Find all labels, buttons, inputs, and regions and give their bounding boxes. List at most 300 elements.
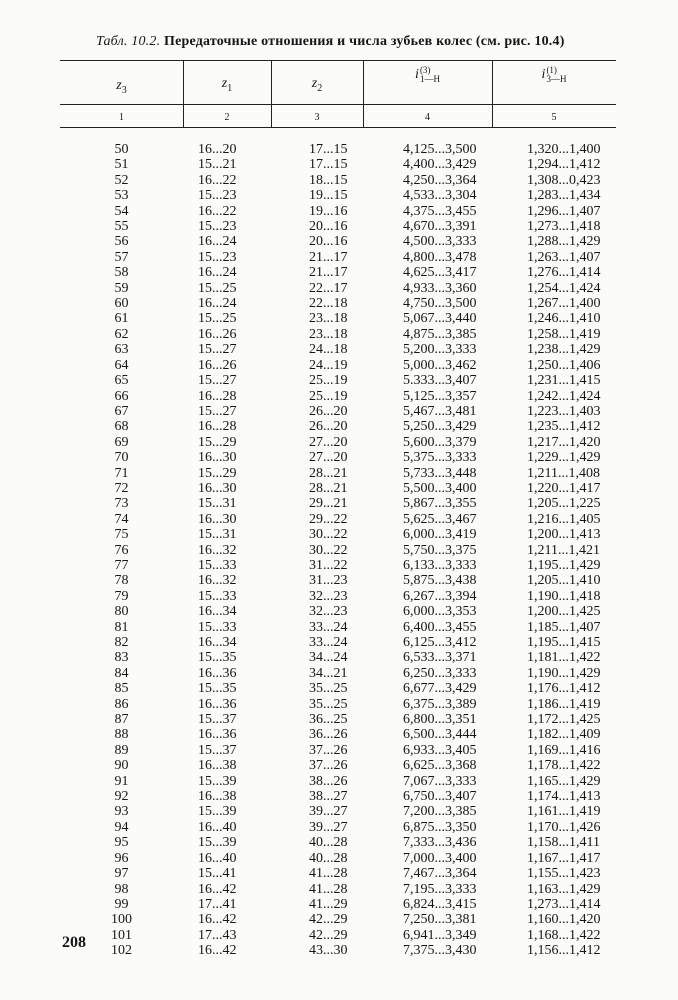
cell-z1: 15...31 xyxy=(198,527,237,543)
cell-z3: 59 xyxy=(114,280,129,296)
column-number: 4 xyxy=(425,112,430,123)
header-z1-symbol: z xyxy=(221,76,228,91)
cell-ratio-3h: 1,155...1,423 xyxy=(527,866,601,882)
cell-z3: 95 xyxy=(114,835,129,851)
cell-z1: 15...29 xyxy=(198,465,237,481)
table-row xyxy=(60,681,616,696)
cell-ratio-3h: 1,258...1,419 xyxy=(527,326,601,342)
table-row xyxy=(60,727,616,742)
cell-ratio-3h: 1,165...1,429 xyxy=(527,773,601,789)
cell-ratio-3h: 1,242...1,424 xyxy=(527,388,601,404)
cell-ratio-1h: 6,875...3,350 xyxy=(403,819,477,835)
table-row xyxy=(60,589,616,604)
cell-z2: 42...29 xyxy=(309,927,348,943)
header-z3-symbol: z xyxy=(116,78,122,93)
cell-z2: 33...24 xyxy=(309,619,348,635)
table-row xyxy=(60,358,616,373)
cell-ratio-3h: 1,200...1,425 xyxy=(527,604,601,620)
cell-z2: 28...21 xyxy=(309,480,348,496)
cell-z2: 41...28 xyxy=(309,881,348,897)
cell-z1: 16...36 xyxy=(198,696,237,712)
table-row xyxy=(60,604,616,619)
cell-ratio-1h: 6,000...3,419 xyxy=(403,527,477,543)
table-row xyxy=(60,389,616,404)
cell-ratio-1h: 6,500...3,444 xyxy=(403,727,477,743)
cell-z3: 66 xyxy=(114,388,129,404)
cell-z2: 21...17 xyxy=(309,249,348,265)
cell-ratio-3h: 1,283...1,434 xyxy=(527,188,601,204)
cell-ratio-3h: 1,296...1,407 xyxy=(527,203,601,219)
cell-z1: 15...23 xyxy=(198,188,237,204)
cell-ratio-3h: 1,246...1,410 xyxy=(527,311,601,327)
cell-ratio-1h: 7,195...3,333 xyxy=(403,881,477,897)
cell-z3: 86 xyxy=(114,696,129,712)
cell-z3: 58 xyxy=(114,265,129,281)
header-ratio-1h-superscript: (3) xyxy=(419,65,431,75)
cell-z3: 53 xyxy=(114,188,129,204)
header-z3 xyxy=(60,78,183,96)
cell-ratio-1h: 6,400...3,455 xyxy=(403,619,477,635)
column-number: 3 xyxy=(314,112,320,123)
cell-z3: 85 xyxy=(114,681,129,697)
header-z1-subscript: 1 xyxy=(227,82,233,94)
cell-z1: 15...33 xyxy=(198,588,237,604)
cell-z1: 15...27 xyxy=(198,403,237,419)
header-ratio-3h-subscript: 3—H xyxy=(546,74,567,84)
cell-ratio-3h: 1,220...1,417 xyxy=(527,480,601,496)
cell-z2: 19...15 xyxy=(309,188,348,204)
cell-z2: 17...15 xyxy=(309,142,348,157)
cell-ratio-3h: 1,238...1,429 xyxy=(527,342,601,358)
cell-z3: 56 xyxy=(114,234,129,250)
cell-z1: 15...23 xyxy=(198,249,237,265)
cell-z3: 65 xyxy=(114,373,129,389)
cell-ratio-3h: 1,174...1,413 xyxy=(527,789,601,805)
cell-z1: 16...30 xyxy=(198,480,237,496)
cell-z1: 16...28 xyxy=(198,388,237,404)
cell-z2: 35...25 xyxy=(309,696,348,712)
table-row xyxy=(60,897,616,912)
cell-ratio-1h: 5,467...3,481 xyxy=(403,403,477,419)
cell-ratio-1h: 7,200...3,385 xyxy=(403,804,477,820)
cell-z3: 82 xyxy=(114,635,129,650)
table-row xyxy=(60,512,616,527)
header-ratio-1h xyxy=(363,66,492,100)
cell-z3: 78 xyxy=(114,573,129,589)
cell-z1: 15...37 xyxy=(198,742,237,758)
cell-z2: 31...23 xyxy=(309,573,348,589)
cell-ratio-1h: 6,133...3,333 xyxy=(403,557,477,573)
cell-z2: 31...22 xyxy=(309,557,348,573)
cell-ratio-1h: 4,670...3,391 xyxy=(403,219,477,235)
column-number-rule xyxy=(60,127,616,128)
cell-z3: 98 xyxy=(114,881,129,897)
cell-z2: 30...22 xyxy=(309,527,348,543)
cell-ratio-3h: 1,195...1,429 xyxy=(527,557,601,573)
cell-ratio-3h: 1,217...1,420 xyxy=(527,434,601,450)
cell-z2: 24...19 xyxy=(309,357,348,373)
table-row xyxy=(60,404,616,419)
header-z3-subscript: 3 xyxy=(121,84,127,96)
cell-ratio-1h: 6,375...3,389 xyxy=(403,696,477,712)
cell-z1: 15...37 xyxy=(198,712,237,728)
cell-z1: 15...39 xyxy=(198,835,237,851)
cell-z3: 83 xyxy=(114,650,129,666)
cell-z2: 29...21 xyxy=(309,496,348,512)
cell-ratio-3h: 1,172...1,425 xyxy=(527,712,601,728)
cell-ratio-3h: 1,167...1,417 xyxy=(527,850,601,866)
cell-z3: 62 xyxy=(114,326,129,342)
cell-z3: 61 xyxy=(114,311,129,327)
table-row xyxy=(60,866,616,881)
cell-z3: 97 xyxy=(114,866,129,882)
cell-ratio-3h: 1,235...1,412 xyxy=(527,419,601,435)
header-z2 xyxy=(271,76,363,94)
cell-z2: 33...24 xyxy=(309,635,348,650)
cell-z2: 36...26 xyxy=(309,727,348,743)
cell-ratio-3h: 1,182...1,409 xyxy=(527,727,601,743)
cell-ratio-1h: 5,875...3,438 xyxy=(403,573,477,589)
cell-z1: 15...25 xyxy=(198,280,237,296)
cell-ratio-1h: 5,625...3,467 xyxy=(403,511,477,527)
cell-z1: 16...26 xyxy=(198,326,237,342)
cell-z3: 94 xyxy=(114,819,129,835)
cell-ratio-3h: 1,273...1,418 xyxy=(527,219,601,235)
table-caption xyxy=(96,34,636,50)
cell-z3: 52 xyxy=(114,172,129,188)
cell-z3: 87 xyxy=(114,712,129,728)
table-row xyxy=(60,342,616,357)
cell-z1: 16...40 xyxy=(198,850,237,866)
table-title: Передаточные отношения и числа зубьев колес (см. рис. 10.4) xyxy=(163,34,565,49)
cell-z1: 15...35 xyxy=(198,681,237,697)
cell-ratio-1h: 4,375...3,455 xyxy=(403,203,477,219)
cell-z2: 42...29 xyxy=(309,912,348,928)
cell-ratio-1h: 4,400...3,429 xyxy=(403,157,477,173)
cell-z2: 23...18 xyxy=(309,311,348,327)
header-ratio-3h-symbol: i xyxy=(541,67,546,82)
cell-z2: 24...18 xyxy=(309,342,348,358)
table-row xyxy=(60,188,616,203)
cell-z1: 16...42 xyxy=(198,881,237,897)
cell-ratio-3h: 1,211...1,408 xyxy=(527,465,600,481)
cell-z2: 19...16 xyxy=(309,203,348,219)
cell-ratio-3h: 1,186...1,419 xyxy=(527,696,601,712)
cell-ratio-3h: 1,211...1,421 xyxy=(527,542,600,558)
cell-ratio-3h: 1,308...0,423 xyxy=(527,172,601,188)
cell-ratio-3h: 1,169...1,416 xyxy=(527,742,601,758)
cell-ratio-1h: 6,941...3,349 xyxy=(403,927,477,943)
cell-z3: 80 xyxy=(114,604,129,620)
cell-ratio-1h: 4,875...3,385 xyxy=(403,326,477,342)
cell-z3: 92 xyxy=(114,789,129,805)
cell-z1: 16...36 xyxy=(198,727,237,743)
header-z2-symbol: z xyxy=(311,76,318,91)
column-number: 5 xyxy=(551,112,557,123)
table-row xyxy=(60,712,616,727)
cell-z2: 36...25 xyxy=(309,712,348,728)
cell-z2: 38...26 xyxy=(309,773,348,789)
table-row xyxy=(60,265,616,280)
table-row xyxy=(60,804,616,819)
cell-ratio-3h: 1,250...1,406 xyxy=(527,357,601,373)
table-row xyxy=(60,558,616,573)
cell-z3: 81 xyxy=(114,619,129,635)
cell-ratio-1h: 5,250...3,429 xyxy=(403,419,477,435)
cell-ratio-1h: 5,750...3,375 xyxy=(403,542,477,558)
cell-z2: 34...21 xyxy=(309,665,348,681)
table-row xyxy=(60,758,616,773)
column-number: 1 xyxy=(119,112,124,123)
cell-ratio-3h: 1,185...1,407 xyxy=(527,619,601,635)
cell-z2: 32...23 xyxy=(309,604,348,620)
cell-ratio-1h: 4,533...3,304 xyxy=(403,188,477,204)
cell-z1: 16...38 xyxy=(198,758,237,774)
cell-z3: 101 xyxy=(111,927,132,943)
cell-z3: 72 xyxy=(114,480,129,496)
cell-z2: 25...19 xyxy=(309,388,348,404)
cell-z1: 16...36 xyxy=(198,665,237,681)
cell-z3: 69 xyxy=(114,434,129,450)
cell-z1: 15...27 xyxy=(198,342,237,358)
table-row xyxy=(60,820,616,835)
cell-z1: 15...39 xyxy=(198,773,237,789)
table-row xyxy=(60,296,616,311)
cell-ratio-1h: 5,867...3,355 xyxy=(403,496,477,512)
cell-z3: 63 xyxy=(114,342,129,358)
table-row xyxy=(60,250,616,265)
table-label: Табл. 10.2. xyxy=(96,34,161,49)
cell-ratio-1h: 6,824...3,415 xyxy=(403,896,477,912)
cell-z1: 16...30 xyxy=(198,450,237,466)
cell-ratio-1h: 6,800...3,351 xyxy=(403,712,477,728)
table-row xyxy=(60,327,616,342)
cell-ratio-3h: 1,263...1,407 xyxy=(527,249,601,265)
cell-ratio-3h: 1,168...1,422 xyxy=(527,927,601,943)
cell-ratio-1h: 6,625...3,368 xyxy=(403,758,477,774)
cell-ratio-1h: 5,375...3,333 xyxy=(403,450,477,466)
header-ratio-1h-subscript: 1—H xyxy=(419,74,440,84)
cell-z2: 38...27 xyxy=(309,789,348,805)
header-ratio-3h xyxy=(492,66,616,100)
table-row xyxy=(60,435,616,450)
cell-ratio-1h: 4,625...3,417 xyxy=(403,265,477,281)
table-row xyxy=(60,943,616,958)
cell-z2: 29...22 xyxy=(309,511,348,527)
cell-z1: 16...24 xyxy=(198,234,237,250)
cell-ratio-1h: 4,250...3,364 xyxy=(403,172,477,188)
cell-z1: 15...35 xyxy=(198,650,237,666)
cell-ratio-3h: 1,190...1,418 xyxy=(527,588,601,604)
table-row xyxy=(60,573,616,588)
top-rule xyxy=(60,60,616,61)
cell-z2: 28...21 xyxy=(309,465,348,481)
cell-z3: 90 xyxy=(114,758,129,774)
cell-z1: 17...43 xyxy=(198,927,237,943)
cell-ratio-3h: 1,267...1,400 xyxy=(527,296,601,312)
cell-z3: 60 xyxy=(114,296,129,312)
cell-ratio-1h: 4,125...3,500 xyxy=(403,142,477,157)
cell-ratio-3h: 1,195...1,415 xyxy=(527,635,601,650)
table-row xyxy=(60,666,616,681)
cell-z3: 55 xyxy=(114,219,129,235)
cell-z2: 20...16 xyxy=(309,219,348,235)
cell-z2: 41...28 xyxy=(309,866,348,882)
cell-z1: 15...33 xyxy=(198,557,237,573)
header-z2-subscript: 2 xyxy=(317,82,323,94)
cell-z1: 15...27 xyxy=(198,373,237,389)
cell-ratio-1h: 6,250...3,333 xyxy=(403,665,477,681)
cell-ratio-3h: 1,178...1,422 xyxy=(527,758,601,774)
table-row xyxy=(60,912,616,927)
table-row xyxy=(60,419,616,434)
cell-ratio-1h: 6,677...3,429 xyxy=(403,681,477,697)
cell-ratio-1h: 5.333...3,407 xyxy=(403,373,477,389)
cell-ratio-1h: 5,600...3,379 xyxy=(403,434,477,450)
table-row xyxy=(60,620,616,635)
cell-ratio-3h: 1,161...1,419 xyxy=(527,804,601,820)
cell-z2: 40...28 xyxy=(309,835,348,851)
cell-z3: 93 xyxy=(114,804,129,820)
cell-ratio-1h: 6,000...3,353 xyxy=(403,604,477,620)
cell-ratio-3h: 1,176...1,412 xyxy=(527,681,601,697)
table-row xyxy=(60,234,616,249)
cell-z1: 16...42 xyxy=(198,943,237,959)
table-row xyxy=(60,882,616,897)
cell-ratio-1h: 5,125...3,357 xyxy=(403,388,477,404)
cell-z3: 75 xyxy=(114,527,129,543)
cell-ratio-1h: 4,750...3,500 xyxy=(403,296,477,312)
cell-ratio-1h: 7,375...3,430 xyxy=(403,943,477,959)
cell-ratio-1h: 7,250...3,381 xyxy=(403,912,477,928)
cell-z3: 79 xyxy=(114,588,129,604)
cell-z2: 22...18 xyxy=(309,296,348,312)
cell-z2: 27...20 xyxy=(309,434,348,450)
table-row xyxy=(60,481,616,496)
cell-z2: 20...16 xyxy=(309,234,348,250)
cell-z1: 16...32 xyxy=(198,573,237,589)
cell-ratio-3h: 1,320...1,400 xyxy=(527,142,601,157)
cell-ratio-1h: 7,067...3,333 xyxy=(403,773,477,789)
cell-ratio-3h: 1,200...1,413 xyxy=(527,527,601,543)
cell-z3: 96 xyxy=(114,850,129,866)
cell-ratio-3h: 1,216...1,405 xyxy=(527,511,601,527)
header-ratio-1h-symbol: i xyxy=(415,67,419,82)
table-row xyxy=(60,789,616,804)
cell-z1: 16...38 xyxy=(198,789,237,805)
table-body xyxy=(60,142,616,959)
cell-ratio-1h: 4,800...3,478 xyxy=(403,249,477,265)
table-row xyxy=(60,928,616,943)
header-z1 xyxy=(183,76,271,94)
cell-ratio-3h: 1,190...1,429 xyxy=(527,665,601,681)
cell-z2: 37...26 xyxy=(309,742,348,758)
cell-ratio-1h: 7,467...3,364 xyxy=(403,866,477,882)
cell-z3: 50 xyxy=(114,142,129,157)
cell-z3: 64 xyxy=(114,357,129,373)
table-row xyxy=(60,281,616,296)
cell-z3: 99 xyxy=(114,896,129,912)
cell-ratio-3h: 1,223...1,403 xyxy=(527,403,601,419)
table-row xyxy=(60,373,616,388)
cell-ratio-1h: 6,533...3,371 xyxy=(403,650,477,666)
cell-ratio-1h: 6,267...3,394 xyxy=(403,588,477,604)
table-row xyxy=(60,527,616,542)
cell-z1: 16...30 xyxy=(198,511,237,527)
cell-z1: 15...31 xyxy=(198,496,237,512)
cell-ratio-3h: 1,231...1,415 xyxy=(527,373,601,389)
cell-z3: 51 xyxy=(114,157,129,173)
cell-z2: 43...30 xyxy=(309,943,348,959)
cell-z1: 16...26 xyxy=(198,357,237,373)
cell-ratio-3h: 1,160...1,420 xyxy=(527,912,601,928)
cell-ratio-3h: 1,181...1,422 xyxy=(527,650,601,666)
table-row xyxy=(60,450,616,465)
cell-z3: 89 xyxy=(114,742,129,758)
cell-z2: 18...15 xyxy=(309,172,348,188)
cell-z1: 15...29 xyxy=(198,434,237,450)
cell-z2: 26...20 xyxy=(309,403,348,419)
cell-z1: 16...20 xyxy=(198,142,237,157)
table-row xyxy=(60,157,616,172)
table-row xyxy=(60,774,616,789)
cell-z2: 25...19 xyxy=(309,373,348,389)
cell-z1: 15...23 xyxy=(198,219,237,235)
cell-z3: 70 xyxy=(114,450,129,466)
table-row xyxy=(60,835,616,850)
cell-z2: 39...27 xyxy=(309,819,348,835)
cell-ratio-1h: 4,500...3,333 xyxy=(403,234,477,250)
cell-z2: 17...15 xyxy=(309,157,348,173)
cell-z2: 26...20 xyxy=(309,419,348,435)
cell-ratio-1h: 4,933...3,360 xyxy=(403,280,477,296)
cell-z1: 15...25 xyxy=(198,311,237,327)
cell-ratio-3h: 1,294...1,412 xyxy=(527,157,601,173)
cell-z1: 15...33 xyxy=(198,619,237,635)
cell-z1: 15...41 xyxy=(198,866,237,882)
table-row xyxy=(60,496,616,511)
cell-z3: 76 xyxy=(114,542,129,558)
cell-z2: 39...27 xyxy=(309,804,348,820)
cell-ratio-3h: 1,163...1,429 xyxy=(527,881,601,897)
cell-z3: 73 xyxy=(114,496,129,512)
cell-z3: 74 xyxy=(114,511,129,527)
table-row xyxy=(60,697,616,712)
cell-z1: 16...40 xyxy=(198,819,237,835)
table-row xyxy=(60,466,616,481)
column-number: 2 xyxy=(224,112,230,123)
cell-ratio-3h: 1,229...1,429 xyxy=(527,450,601,466)
cell-ratio-3h: 1,273...1,414 xyxy=(527,896,601,912)
cell-z3: 71 xyxy=(114,465,129,481)
table-row xyxy=(60,650,616,665)
table-row xyxy=(60,851,616,866)
cell-z2: 40...28 xyxy=(309,850,348,866)
cell-z3: 84 xyxy=(114,665,129,681)
cell-z1: 16...24 xyxy=(198,265,237,281)
cell-ratio-3h: 1,205...1,225 xyxy=(527,496,601,512)
cell-z3: 57 xyxy=(114,249,129,265)
cell-z1: 17...41 xyxy=(198,896,237,912)
cell-z1: 16...22 xyxy=(198,203,237,219)
cell-ratio-1h: 5,000...3,462 xyxy=(403,357,477,373)
cell-z3: 54 xyxy=(114,203,129,219)
cell-z3: 68 xyxy=(114,419,129,435)
header-ratio-3h-superscript: (1) xyxy=(546,65,557,75)
cell-z2: 32...23 xyxy=(309,588,348,604)
cell-z3: 102 xyxy=(111,943,132,959)
cell-z2: 41...29 xyxy=(309,896,348,912)
